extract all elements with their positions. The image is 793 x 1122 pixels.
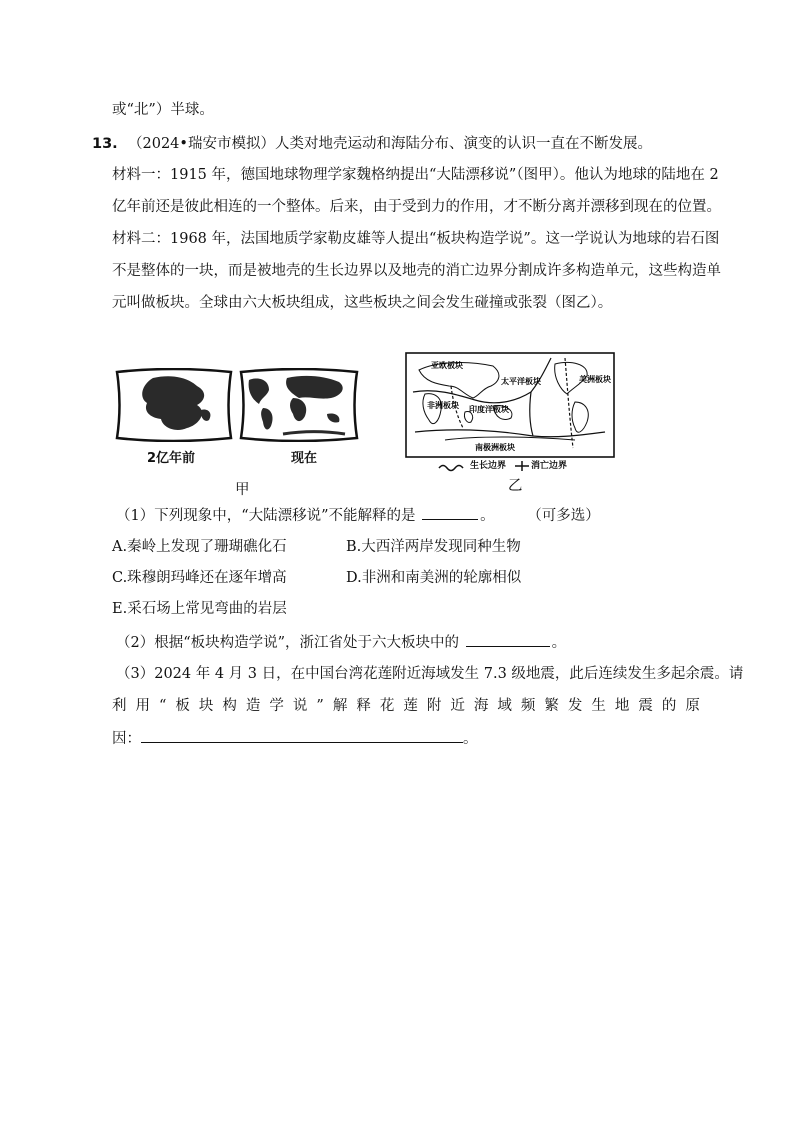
growth-boundary-legend-symbol (438, 462, 468, 472)
plate-label-indian-ocean: 印度洋板块 (469, 405, 509, 414)
subduction-boundary-legend: 消亡边界 (531, 461, 568, 471)
plate-label-pacific: 太平洋板块 (501, 377, 541, 386)
map-label-200-million-years-ago: 2亿年前 (147, 451, 196, 466)
prev-question-tail: 或“北”）半球。 (112, 102, 214, 118)
option-e: E.采石场上常见弯曲的岩层 (112, 601, 287, 617)
option-b: B.大西洋两岸发现同种生物 (346, 539, 521, 555)
sub-question-3-line-3: 因： 。 (112, 728, 478, 749)
material-2-line-2: 不是整体的一块，而是被地壳的生长边界以及地壳的消亡边界分割成许多构造单元，这些构造单 (112, 263, 721, 279)
figure-yi-caption: 乙 (508, 478, 523, 494)
option-d: D.非洲和南美洲的轮廓相似 (346, 570, 522, 586)
material-1-line-1: 材料一：1915 年，德国地球物理学家魏格纳提出“大陆漂移说”（图甲）。他认为地球的陆地在 2 (112, 167, 719, 183)
sub-question-1: （1）下列现象中，“大陆漂移说”不能解释的是 。 （可多选） (116, 505, 600, 526)
answer-blank-1[interactable] (422, 505, 478, 520)
plate-label-african: 非洲板块 (427, 401, 459, 410)
material-1-line-2: 亿年前还是彼此相连的一个整体。后来，由于受到力的作用，才不断分离并漂移到现在的位置。 (112, 199, 721, 215)
figure-jia-caption: 甲 (235, 482, 250, 498)
continental-drift-figure (113, 368, 363, 442)
plate-label-eurasian: 亚欧板块 (431, 361, 463, 370)
sub-question-3-line-2: 利 用 “ 板 块 构 造 学 说 ” 解 释 花 莲 附 近 海 域 频 繁 发 生 地 震 的 原 (112, 698, 700, 714)
plate-tectonics-map (405, 352, 615, 462)
option-c: C.珠穆朗玛峰还在逐年增高 (112, 570, 287, 586)
sub-question-3-line-1: （3）2024 年 4 月 3 日，在中国台湾花莲附近海域发生 7.3 级地震，此后连续发生多起余震。请 (116, 666, 744, 682)
plate-label-american: 美洲板块 (579, 375, 611, 384)
answer-blank-3[interactable] (141, 728, 463, 743)
plate-label-antarctic: 南极洲板块 (475, 443, 515, 452)
question-number: 13. (92, 136, 118, 152)
present-world-map (241, 369, 357, 441)
map-label-present: 现在 (291, 451, 318, 466)
pangaea-map (117, 369, 231, 441)
material-2-line-3: 元叫做板块。全球由六大板块组成，这些板块之间会发生碰撞或张裂（图乙）。 (112, 295, 613, 311)
material-2-line-1: 材料二：1968 年，法国地质学家勒皮雄等人提出“板块构造学说”。这一学说认为地球的岩石图 (112, 231, 720, 247)
growth-boundary-legend: 生长边界 (470, 461, 507, 471)
answer-blank-2[interactable] (466, 632, 550, 647)
sub-question-2: （2）根据“板块构造学说”，浙江省处于六大板块中的 。 (116, 632, 566, 653)
question-stem: （2024•瑞安市模拟）人类对地壳运动和海陆分布、演变的认识一直在不断发展。 (128, 136, 652, 152)
option-a: A.秦岭上发现了珊瑚礁化石 (112, 539, 287, 555)
subduction-boundary-legend-symbol (514, 460, 530, 472)
